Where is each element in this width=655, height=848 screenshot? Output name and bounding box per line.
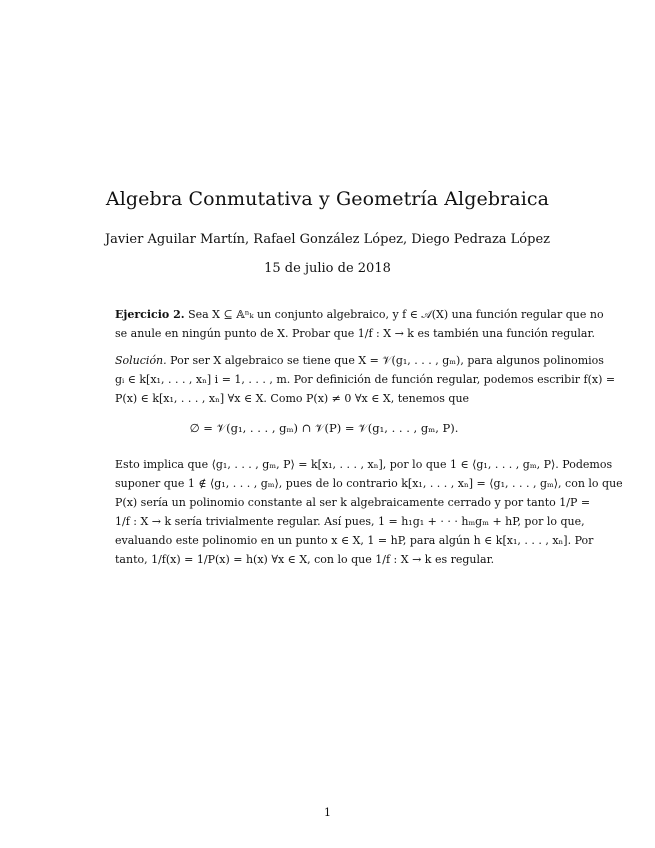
continuation-line-5: evaluando este polinomio en un punto x ∈ X, 1 = hP, para algún h ∈ k[x₁, . . . , xₙ]. Por	[115, 534, 594, 547]
solution-line-1	[115, 351, 604, 370]
continuation-line-6: tanto, 1/f(x) = 1/P(x) = h(x) ∀x ∈ X, con lo que 1/f : X → k es regular.	[115, 553, 495, 566]
solution-label: Solución.	[115, 354, 167, 367]
solution-paragraph	[115, 351, 616, 408]
page-number: 1	[324, 806, 331, 819]
document-authors: Javier Aguilar Martín, Rafael González López, Diego Pedraza López	[104, 232, 551, 247]
continuation-line-3: P(x) sería un polinomio constante al ser k algebraicamente cerrado y por tanto 1/P =	[115, 496, 591, 509]
solution-text-2: gᵢ ∈ k[x₁, . . . , xₙ] i = 1, . . . , m. Por definición de función regular, podemos escribir f(x) =	[115, 373, 616, 386]
document-title: Algebra Conmutativa y Geometría Algebraica	[105, 188, 550, 210]
solution-text-1: Por ser X algebraico se tiene que X = 𝒱(g₁, . . . , gₘ), para algunos polinomios	[170, 354, 604, 367]
exercise-label: Ejercicio 2.	[115, 308, 185, 321]
display-equation: ∅ = 𝒱(g₁, . . . , gₘ) ∩ 𝒱(P) = 𝒱(g₁, . . . , gₘ, P).	[189, 421, 459, 435]
continuation-line-1: Esto implica que ⟨g₁, . . . , gₘ, P⟩ = k[x₁, . . . , xₙ], por lo que 1 ∈ ⟨g₁, . . . , gₘ, P⟩. Podemos	[115, 458, 613, 471]
exercise-text-2: se anule en ningún punto de X. Probar que 1/f : X → k es también una función regular.	[115, 327, 596, 340]
continuation-line-4: 1/f : X → k sería trivialmente regular. Así pues, 1 = h₁g₁ + · · · hₘgₘ + hP, por lo que,	[115, 515, 585, 528]
solution-text-3: P(x) ∈ k[x₁, . . . , xₙ] ∀x ∈ X. Como P(x) ≠ 0 ∀x ∈ X, tenemos que	[115, 392, 470, 405]
document-date: 15 de julio de 2018	[264, 261, 391, 276]
exercise-text-1: Sea X ⊆ 𝔸ⁿₖ un conjunto algebraico, y f ∈ 𝒜(X) una función regular que no	[188, 308, 604, 321]
exercise-statement	[115, 305, 604, 343]
exercise-line-1	[115, 305, 604, 324]
solution-continuation	[115, 455, 623, 569]
continuation-line-2: suponer que 1 ∉ ⟨g₁, . . . , gₘ⟩, pues de lo contrario k[x₁, . . . , xₙ] = ⟨g₁, . . . , gₘ⟩, con lo que	[115, 477, 623, 490]
